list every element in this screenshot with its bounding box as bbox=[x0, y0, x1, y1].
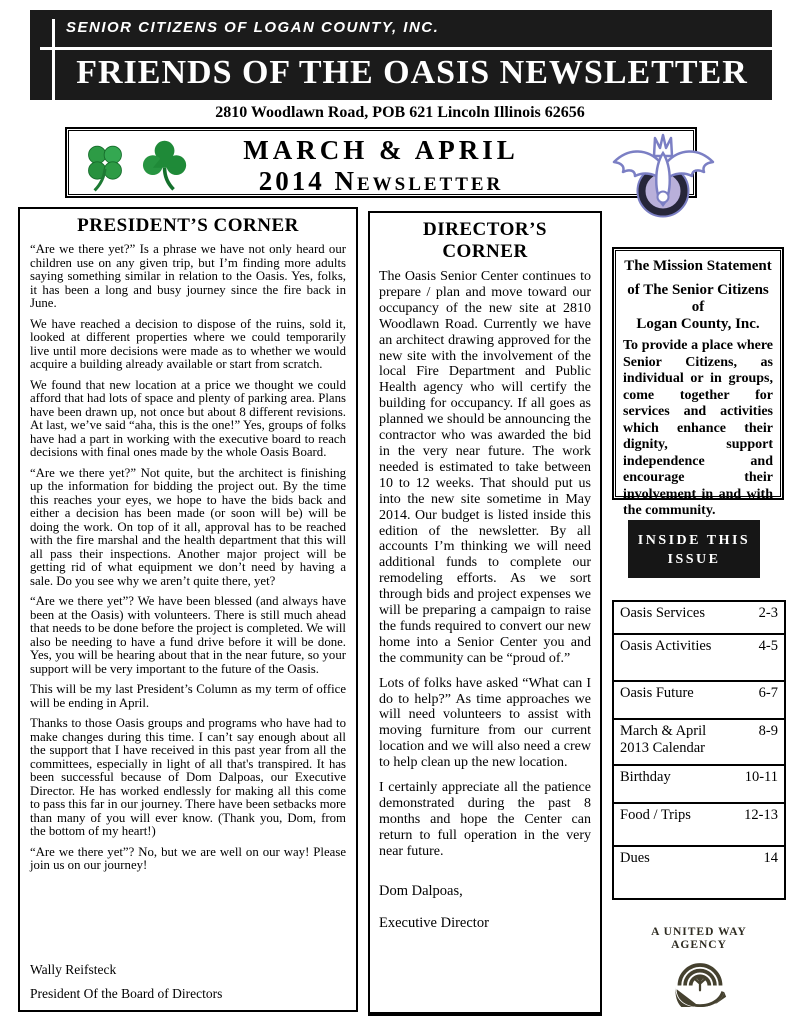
header-horizontal-rule bbox=[40, 47, 772, 50]
inside-issue-line2: ISSUE bbox=[667, 552, 721, 567]
president-paragraph: Thanks to those Oasis groups and programs who have had to make changes during this time. I can’t say enough about all the support that I have received in this past year from all the committees, especially in light of all that's transpired. It has been successful because of Dom Dalpoas, our Executive Director. He has worked endlessly for making all this come to pass this far in our journey. There have been setbacks more than many of you will ever know. (Thank you, Dom, from the bottom of my heart!) bbox=[30, 716, 346, 838]
toc-pages: 4-5 bbox=[758, 638, 778, 654]
directors-corner-heading: DIRECTOR’S CORNER bbox=[423, 219, 547, 262]
presidents-corner-section bbox=[18, 207, 358, 1012]
address-line: 2810 Woodlawn Road, POB 621 Lincoln Illinois 62656 bbox=[215, 104, 585, 121]
united-way-logo-icon bbox=[672, 950, 728, 1008]
toc-pages: 14 bbox=[763, 850, 778, 866]
banner-line2: 2014 Newsletter bbox=[258, 166, 504, 196]
mission-body: To provide a place where Senior Citizens, as individual or in groups, come together for services and activities which enhance their dignity, support independence and encourage their involvement in and with the community. bbox=[623, 338, 773, 518]
president-paragraph: This will be my last President’s Column as my term of office will be ending in April. bbox=[30, 682, 346, 710]
newsletter-title: FRIENDS OF THE OASIS NEWSLETTER bbox=[76, 54, 748, 91]
banner-line1: MARCH & APRIL bbox=[243, 135, 519, 165]
president-signature-name: Wally Reifsteck bbox=[30, 962, 117, 977]
mission-title-line2: of The Senior Citizens of bbox=[627, 282, 769, 315]
mission-title-line1: The Mission Statement bbox=[624, 258, 772, 274]
director-signature-title: Executive Director bbox=[379, 914, 489, 931]
toc-label: Birthday bbox=[620, 769, 671, 785]
toc-row bbox=[614, 602, 784, 635]
toc-row bbox=[614, 766, 784, 804]
toc-pages: 10-11 bbox=[744, 769, 778, 785]
toc-pages: 2-3 bbox=[758, 605, 778, 621]
president-paragraph: “Are we there yet”? No, but we are well on our way! Please join us on our journey! bbox=[30, 844, 346, 872]
header-vertical-rule bbox=[52, 19, 55, 100]
toc-row bbox=[614, 720, 784, 766]
toc-label: March & April 2013 Calendar bbox=[620, 723, 707, 756]
toc-row bbox=[614, 804, 784, 847]
toc-label: Dues bbox=[620, 850, 650, 866]
director-signature-name: Dom Dalpoas, bbox=[379, 882, 463, 899]
inside-issue-line1: INSIDE THIS bbox=[637, 533, 751, 548]
president-signature-title: President Of the Board of Directors bbox=[30, 985, 223, 1001]
toc-row bbox=[614, 847, 784, 898]
toc-table bbox=[612, 600, 786, 900]
toc-pages: 8-9 bbox=[758, 723, 778, 739]
toc-pages: 6-7 bbox=[758, 685, 778, 701]
president-paragraph: “Are we there yet?” Not quite, but the architect is finishing up the information for bidding the project out. By the time this reaches your eyes, we hope to have the bids back and either a decision has been made (or soon will be) will be doing the work. On top of it all, approval has to be reached with the fire marshal and the health department that this will all pass their inspections. Another major project will be getting rid of what equipment we don’t need by having a sale. Do you see why we aren’t quite there, yet? bbox=[30, 465, 346, 588]
toc-row bbox=[614, 682, 784, 720]
toc-label: Oasis Future bbox=[620, 685, 694, 701]
toc-pages: 12-13 bbox=[744, 807, 778, 823]
director-paragraph: I certainly appreciate all the patience demonstrated during the past 8 months and hope the Center can return to full operation in the very near future. bbox=[379, 780, 591, 859]
president-paragraph: “Are we there yet”? We have been blessed (and always have been at the Oasis) with volunteers. There is still much ahead that needs to be done before the project is completed. We will also be needing to have a fund drive before it will be done. Yes, you will be hearing about that in the near future, so your support will be very important to the future of the Oasis. bbox=[30, 594, 346, 676]
toc-label: Oasis Activities bbox=[620, 638, 712, 654]
president-paragraph: “Are we there yet?” Is a phrase we have not only heard our children use on any given trip, but I’m finding more adults saying something similar in relation to the Oasis. Yes, folks, it has been a long and busy journey since the fire back in June. bbox=[30, 242, 346, 310]
mission-statement-box bbox=[612, 247, 784, 518]
toc-row bbox=[614, 635, 784, 682]
presidents-corner-heading: PRESIDENT’S CORNER bbox=[77, 215, 299, 236]
director-paragraph: The Oasis Senior Center continues to prepare / plan and move toward our occupancy of the new site at 2810 Woodlawn Road. Currently we have an architect drawing approved for the new site with the involvement of the local Fire Department and Public Health agency who will certify the building for occupancy. If all goes as planned we should be announcing the contractor who was awarded the bid in the very near future. The work needed is estimated to take between 10 to 12 weeks. That should put us into the new site sometime in May 2014. Our budget is listed inside this edition of the newsletter. By all accounts I’m thinking we will need additional funds to complete our remodeling efforts. As we sort through bids and project expenses we will be preparing a campaign to raise the funds required to convert our new home into a Senior Center you and the community can be “proud of.” bbox=[379, 269, 591, 666]
mission-title-line3: Logan County, Inc. bbox=[636, 316, 760, 332]
president-paragraph: We have reached a decision to dispose of the ruins, sold it, looked at different properties where we could temporarily live until more decisions were made as to whether we would acquire a building already available or start from scratch. bbox=[30, 316, 346, 371]
inside-this-issue-header bbox=[628, 520, 760, 578]
united-way-agency-label: A UNITED WAY AGENCY bbox=[651, 926, 747, 951]
toc-label: Oasis Services bbox=[620, 605, 705, 621]
director-paragraph: Lots of folks have asked “What can I do to help?” As time approaches we will need volunteers to assist with moving furniture from our current location and we will also need a crew to help clean up the new location. bbox=[379, 675, 591, 771]
org-name: SENIOR CITIZENS OF LOGAN COUNTY, INC. bbox=[66, 19, 440, 36]
president-paragraph: We found that new location at a price we thought we could afford that had lots of space and plenty of parking area. Plans have been drawn up, not once but about 8 different revisions. At last, we’ve said “aha, this is the one!” Yes, groups of folks have had a part in working with the executive board to reach decisions with final ones made by the whole Oasis Board. bbox=[30, 377, 346, 459]
dove-icon bbox=[610, 132, 717, 218]
directors-corner-section bbox=[368, 211, 602, 1016]
header-bar bbox=[30, 10, 772, 100]
issue-banner bbox=[65, 127, 697, 198]
toc-label: Food / Trips bbox=[620, 807, 691, 823]
